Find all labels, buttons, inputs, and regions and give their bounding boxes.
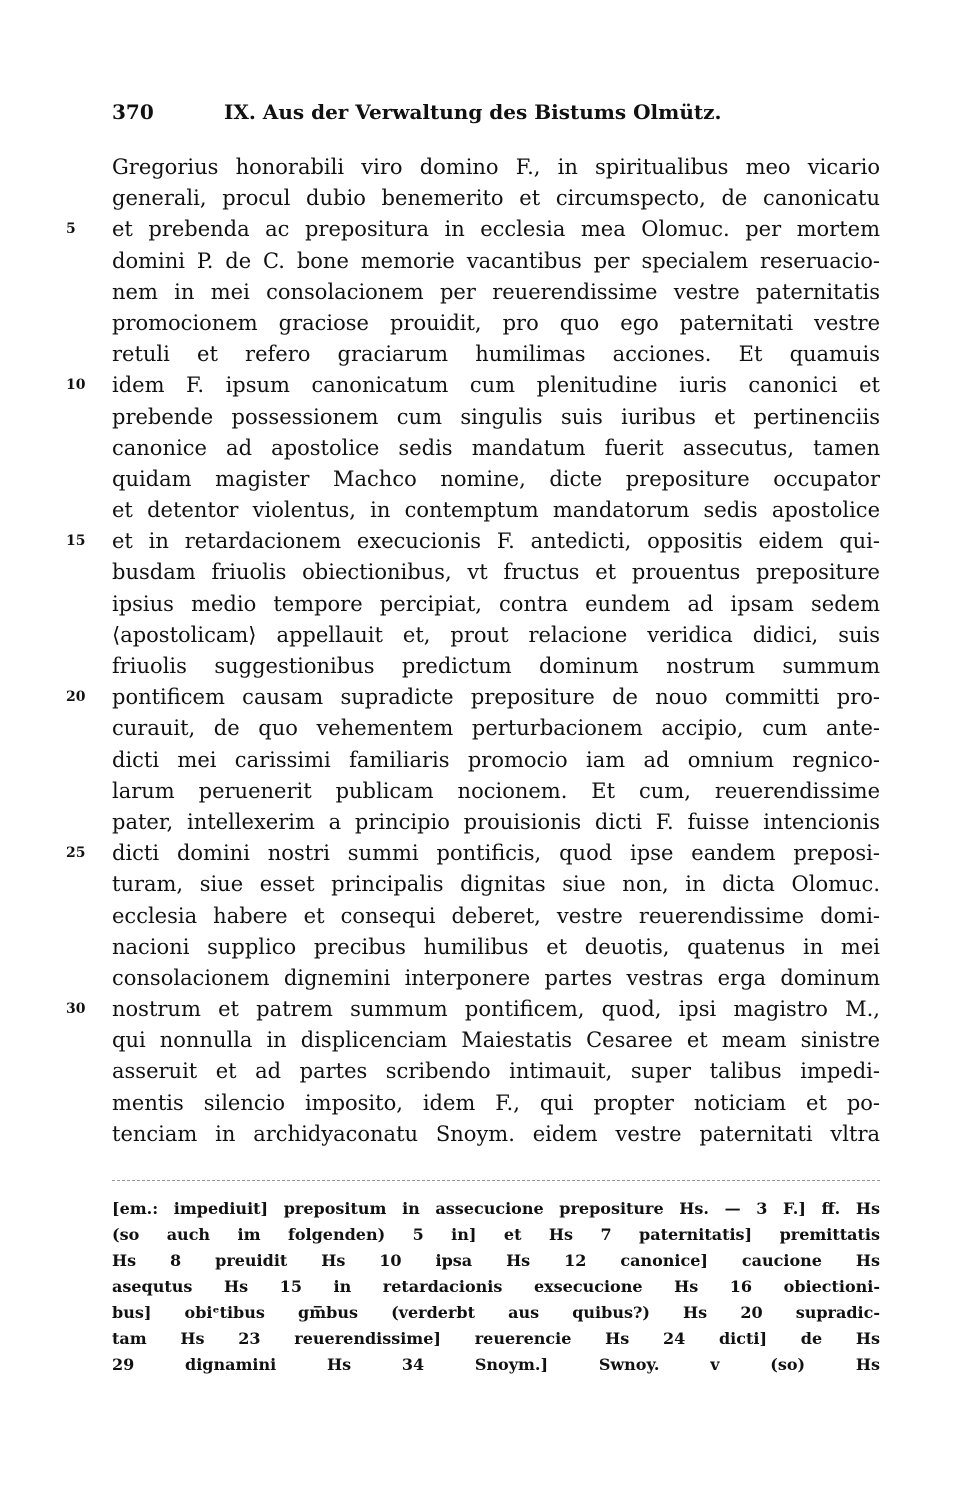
- text-line: [112, 1088, 880, 1119]
- line-text: turam, siue esset principalis dignitas siue non, in dicta Olomuc.: [112, 872, 880, 897]
- line-text: pontificem causam supradicte prepositure de nouo committi pro-: [112, 685, 880, 710]
- line-text: domini P. de C. bone memorie vacantibus per specialem reseruacio-: [112, 248, 880, 273]
- page-header: [112, 100, 880, 130]
- line-number: 25: [66, 845, 86, 862]
- text-line: [112, 651, 880, 682]
- text-line: [112, 277, 880, 308]
- text-line: [112, 152, 880, 183]
- text-line: [112, 869, 880, 900]
- line-text: consolacionem dignemini interponere partes vestras erga dominum: [112, 965, 880, 990]
- footnote-line: Hs 8 preuidit Hs 10 ipsa Hs 12 canonice] caucione Hs: [112, 1251, 880, 1270]
- footnotes: [112, 1196, 880, 1378]
- line-text: curauit, de quo vehementem perturbacionem accipio, cum ante-: [112, 716, 880, 741]
- text-line: [112, 745, 880, 776]
- text-line: [112, 183, 880, 214]
- text-line: [112, 776, 880, 807]
- line-text: idem F. ipsum canonicatum cum plenitudine iuris canonici et: [112, 373, 880, 398]
- text-line: [112, 464, 880, 495]
- text-line: [112, 807, 880, 838]
- text-line: [112, 1056, 880, 1087]
- page-number: 370: [112, 100, 154, 124]
- text-line: [112, 308, 880, 339]
- line-text: tenciam in archidyaconatu Snoym. eidem vestre paternitati vltra: [112, 1121, 880, 1146]
- line-number: 15: [66, 533, 86, 550]
- text-line: [112, 1119, 880, 1150]
- line-text: mentis silencio imposito, idem F., qui propter noticiam et po-: [112, 1090, 880, 1115]
- text-line: [112, 620, 880, 651]
- footnote-line: bus] obiᵉtibus gm̅bus (verderbt aus quibus?) Hs 20 supradic-: [112, 1303, 880, 1322]
- text-line: [112, 713, 880, 744]
- line-text: larum peruenerit publicam nocionem. Et cum, reuerendissime: [112, 778, 880, 803]
- line-text: canonice ad apostolice sedis mandatum fuerit assecutus, tamen: [112, 435, 880, 460]
- line-text: retuli et refero graciarum humilimas acciones. Et quamuis: [112, 342, 880, 367]
- line-text: dicti mei carissimi familiaris promocio iam ad omnium regnico-: [112, 747, 880, 772]
- line-text: dicti domini nostri summi pontificis, quod ipse eandem preposi-: [112, 841, 880, 866]
- text-line: [66, 214, 880, 245]
- line-text: et detentor violentus, in contemptum mandatorum sedis apostolice: [112, 498, 880, 523]
- footnote-line: asequtus Hs 15 in retardacionis exsecucione Hs 16 obiectioni-: [112, 1277, 880, 1296]
- text-line: [66, 682, 880, 713]
- text-line: [112, 901, 880, 932]
- line-text: ecclesia habere et consequi deberet, vestre reuerendissime domi-: [112, 903, 880, 928]
- line-text: ipsius medio tempore percipiat, contra eundem ad ipsam sedem: [112, 591, 880, 616]
- line-number: 5: [66, 221, 76, 238]
- line-number: 30: [66, 1001, 86, 1018]
- text-line: [112, 1025, 880, 1056]
- text-line: [66, 370, 880, 401]
- text-line: [112, 339, 880, 370]
- footnote-line: tam Hs 23 reuerendissime] reuerencie Hs 24 dicti] de Hs: [112, 1329, 880, 1348]
- line-text: nostrum et patrem summum pontificem, quod, ipsi magistro M.,: [112, 997, 880, 1022]
- line-text: prebende possessionem cum singulis suis iuribus et pertinenciis: [112, 404, 880, 429]
- text-line: [112, 433, 880, 464]
- line-text: nem in mei consolacionem per reuerendissime vestre paternitatis: [112, 279, 880, 304]
- text-line: [66, 994, 880, 1025]
- line-text: quidam magister Machco nomine, dicte prepositure occupator: [112, 466, 880, 491]
- text-line: [66, 838, 880, 869]
- text-line: [112, 402, 880, 433]
- running-title: IX. Aus der Verwaltung des Bistums Olmütz.: [224, 100, 722, 124]
- body-text: [66, 152, 880, 1150]
- footnote-line: (so auch im folgenden) 5 in] et Hs 7 paternitatis] premittatis: [112, 1225, 880, 1244]
- text-line: [112, 557, 880, 588]
- line-text: Gregorius honorabili viro domino F., in spiritualibus meo vicario: [112, 155, 880, 179]
- line-number: 20: [66, 689, 86, 706]
- line-text: qui nonnulla in displicenciam Maiestatis Cesaree et meam sinistre: [112, 1028, 880, 1053]
- text-line: [66, 526, 880, 557]
- line-text: asseruit et ad partes scribendo intimauit, super talibus impedi-: [112, 1059, 880, 1084]
- text-line: [112, 495, 880, 526]
- line-text: nacioni supplico precibus humilibus et deuotis, quatenus in mei: [112, 934, 880, 959]
- text-line: [112, 963, 880, 994]
- line-text: busdam friuolis obiectionibus, vt fructus et prouentus prepositure: [112, 560, 880, 585]
- line-text: promocionem graciose prouidit, pro quo ego paternitati vestre: [112, 310, 880, 335]
- line-text: generali, procul dubio benemerito et circumspecto, de canonicatu: [112, 186, 880, 211]
- line-text: friuolis suggestionibus predictum dominum nostrum summum: [112, 654, 880, 678]
- line-text: pater, intellexerim a principio prouisionis dicti F. fuisse intencionis: [112, 809, 880, 834]
- footnote-line: 29 dignamini Hs 34 Snoym.] Swnoy. v (so) Hs: [112, 1355, 880, 1374]
- text-line: [112, 246, 880, 277]
- line-text: et prebenda ac prepositura in ecclesia mea Olomuc. per mortem: [112, 217, 880, 242]
- footnote-divider: [112, 1180, 880, 1181]
- line-text: ⟨apostolicam⟩ appellauit et, prout relacione veridica didici, suis: [112, 622, 880, 647]
- footnote-line: [em.: impediuit] prepositum in assecucione prepositure Hs. — 3 F.] ff. Hs: [112, 1199, 880, 1218]
- text-line: [112, 589, 880, 620]
- line-text: et in retardacionem execucionis F. antedicti, oppositis eidem qui-: [112, 529, 880, 554]
- line-number: 10: [66, 377, 86, 394]
- text-line: [112, 932, 880, 963]
